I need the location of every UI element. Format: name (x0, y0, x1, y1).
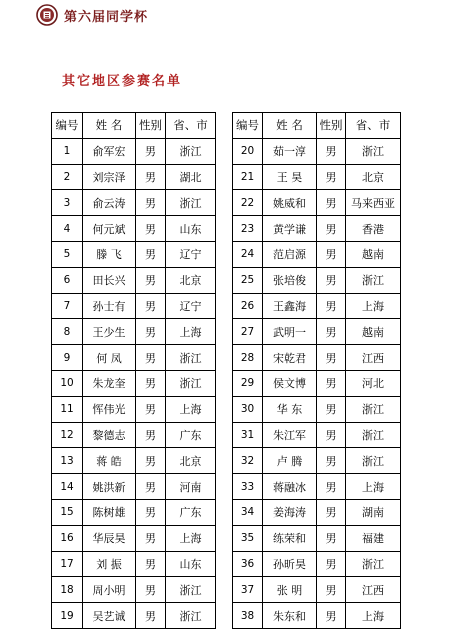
cell-gender: 男 (317, 499, 346, 525)
table-row (52, 551, 216, 577)
cell-region: 上海 (346, 293, 401, 319)
table-row (233, 267, 401, 293)
table-row (233, 370, 401, 396)
table-row (233, 525, 401, 551)
cell-name: 刘宗泽 (83, 164, 136, 190)
cell-name: 恽伟光 (83, 396, 136, 422)
section-title: 其它地区参赛名单 (62, 74, 183, 89)
cell-region: 浙江 (346, 138, 401, 164)
club-logo-icon (36, 4, 58, 26)
cell-gender: 男 (136, 216, 166, 242)
cell-gender: 男 (136, 499, 166, 525)
roster-table-left (51, 112, 216, 629)
column-header-gender: 性别 (317, 113, 346, 139)
cell-name: 周小明 (83, 577, 136, 603)
cell-number: 37 (233, 577, 263, 603)
cell-number: 6 (52, 267, 83, 293)
cell-region: 河北 (346, 370, 401, 396)
cell-name: 华辰昊 (83, 525, 136, 551)
column-header-number: 编号 (233, 113, 263, 139)
cell-gender: 男 (317, 370, 346, 396)
cell-name: 陈树雄 (83, 499, 136, 525)
cell-name: 华 东 (263, 396, 317, 422)
column-header-region: 省、市 (166, 113, 216, 139)
cell-region: 浙江 (166, 603, 216, 629)
cell-number: 23 (233, 216, 263, 242)
table-row (233, 603, 401, 629)
table-row (233, 138, 401, 164)
cell-name: 姚洪新 (83, 474, 136, 500)
cell-gender: 男 (136, 525, 166, 551)
cell-region: 浙江 (346, 448, 401, 474)
cell-name: 张培俊 (263, 267, 317, 293)
cell-region: 山东 (166, 216, 216, 242)
cell-name: 朱龙奎 (83, 370, 136, 396)
header-title: 第六届同学杯 (64, 10, 149, 25)
cell-name: 蒋融冰 (263, 474, 317, 500)
table-row (52, 293, 216, 319)
table-row (233, 422, 401, 448)
table-header-row (52, 113, 216, 139)
column-header-region: 省、市 (346, 113, 401, 139)
cell-region: 香港 (346, 216, 401, 242)
cell-name: 王鑫海 (263, 293, 317, 319)
cell-number: 19 (52, 603, 83, 629)
cell-gender: 男 (317, 448, 346, 474)
cell-name: 武明一 (263, 319, 317, 345)
column-header-name: 姓 名 (263, 113, 317, 139)
table-row (52, 216, 216, 242)
cell-region: 越南 (346, 319, 401, 345)
cell-name: 何 凤 (83, 345, 136, 371)
table-row (52, 422, 216, 448)
cell-name: 田长兴 (83, 267, 136, 293)
cell-gender: 男 (136, 267, 166, 293)
cell-number: 18 (52, 577, 83, 603)
table-row (52, 499, 216, 525)
cell-name: 姜海涛 (263, 499, 317, 525)
table-row (52, 603, 216, 629)
cell-name: 侯文博 (263, 370, 317, 396)
cell-gender: 男 (317, 164, 346, 190)
cell-name: 孙昕昊 (263, 551, 317, 577)
cell-number: 24 (233, 241, 263, 267)
column-header-gender: 性别 (136, 113, 166, 139)
cell-region: 上海 (166, 319, 216, 345)
cell-region: 江西 (346, 577, 401, 603)
cell-gender: 男 (136, 422, 166, 448)
cell-number: 9 (52, 345, 83, 371)
cell-gender: 男 (317, 422, 346, 448)
table-row (233, 319, 401, 345)
cell-gender: 男 (317, 190, 346, 216)
cell-name: 朱东和 (263, 603, 317, 629)
cell-gender: 男 (317, 396, 346, 422)
cell-name: 俞云涛 (83, 190, 136, 216)
cell-number: 31 (233, 422, 263, 448)
cell-name: 张 明 (263, 577, 317, 603)
cell-region: 浙江 (346, 267, 401, 293)
cell-name: 王 昊 (263, 164, 317, 190)
cell-gender: 男 (136, 396, 166, 422)
table-row (233, 577, 401, 603)
table-row (52, 345, 216, 371)
cell-number: 34 (233, 499, 263, 525)
table-row (52, 448, 216, 474)
cell-region: 辽宁 (166, 241, 216, 267)
table-row (52, 396, 216, 422)
cell-gender: 男 (317, 345, 346, 371)
cell-number: 22 (233, 190, 263, 216)
cell-gender: 男 (136, 241, 166, 267)
cell-number: 25 (233, 267, 263, 293)
cell-gender: 男 (136, 164, 166, 190)
cell-number: 36 (233, 551, 263, 577)
cell-region: 上海 (346, 603, 401, 629)
cell-region: 越南 (346, 241, 401, 267)
cell-region: 山东 (166, 551, 216, 577)
table-row (52, 190, 216, 216)
cell-region: 上海 (166, 396, 216, 422)
cell-region: 北京 (346, 164, 401, 190)
table-row (233, 293, 401, 319)
cell-number: 2 (52, 164, 83, 190)
cell-name: 朱江军 (263, 422, 317, 448)
cell-name: 俞军宏 (83, 138, 136, 164)
cell-gender: 男 (317, 293, 346, 319)
cell-number: 20 (233, 138, 263, 164)
table-row (52, 138, 216, 164)
table-row (233, 448, 401, 474)
cell-region: 辽宁 (166, 293, 216, 319)
cell-gender: 男 (136, 603, 166, 629)
cell-gender: 男 (317, 525, 346, 551)
cell-gender: 男 (136, 293, 166, 319)
cell-region: 北京 (166, 267, 216, 293)
cell-region: 浙江 (166, 370, 216, 396)
cell-name: 刘 振 (83, 551, 136, 577)
cell-gender: 男 (136, 190, 166, 216)
cell-gender: 男 (317, 603, 346, 629)
table-row (233, 345, 401, 371)
cell-region: 马来西亚 (346, 190, 401, 216)
cell-region: 北京 (166, 448, 216, 474)
cell-gender: 男 (136, 551, 166, 577)
cell-number: 4 (52, 216, 83, 242)
table-row (52, 241, 216, 267)
cell-gender: 男 (317, 577, 346, 603)
table-row (233, 396, 401, 422)
cell-region: 广东 (166, 422, 216, 448)
cell-number: 1 (52, 138, 83, 164)
cell-number: 15 (52, 499, 83, 525)
cell-number: 26 (233, 293, 263, 319)
cell-name: 何元斌 (83, 216, 136, 242)
column-header-name: 姓 名 (83, 113, 136, 139)
cell-name: 孙士有 (83, 293, 136, 319)
cell-name: 范启源 (263, 241, 317, 267)
table-row (52, 319, 216, 345)
cell-region: 浙江 (166, 345, 216, 371)
cell-number: 32 (233, 448, 263, 474)
cell-number: 27 (233, 319, 263, 345)
cell-name: 黎德志 (83, 422, 136, 448)
table-row (52, 525, 216, 551)
cell-gender: 男 (317, 551, 346, 577)
cell-name: 蒋 皓 (83, 448, 136, 474)
cell-region: 浙江 (166, 190, 216, 216)
cell-region: 江西 (346, 345, 401, 371)
cell-number: 8 (52, 319, 83, 345)
cell-number: 10 (52, 370, 83, 396)
cell-gender: 男 (317, 241, 346, 267)
cell-number: 7 (52, 293, 83, 319)
table-row (233, 164, 401, 190)
table-row (233, 190, 401, 216)
cell-region: 河南 (166, 474, 216, 500)
cell-number: 30 (233, 396, 263, 422)
cell-name: 练荣和 (263, 525, 317, 551)
cell-region: 湖北 (166, 164, 216, 190)
cell-number: 5 (52, 241, 83, 267)
table-row (233, 551, 401, 577)
table-row (52, 267, 216, 293)
cell-number: 12 (52, 422, 83, 448)
cell-gender: 男 (136, 448, 166, 474)
cell-gender: 男 (136, 370, 166, 396)
cell-name: 吴艺诚 (83, 603, 136, 629)
cell-region: 浙江 (166, 577, 216, 603)
cell-gender: 男 (136, 319, 166, 345)
cell-gender: 男 (317, 216, 346, 242)
table-row (52, 370, 216, 396)
cell-region: 浙江 (346, 422, 401, 448)
cell-region: 湖南 (346, 499, 401, 525)
cell-number: 11 (52, 396, 83, 422)
cell-number: 3 (52, 190, 83, 216)
cell-name: 王少生 (83, 319, 136, 345)
cell-number: 35 (233, 525, 263, 551)
cell-gender: 男 (136, 577, 166, 603)
cell-region: 浙江 (346, 551, 401, 577)
cell-gender: 男 (136, 138, 166, 164)
table-row (233, 216, 401, 242)
cell-number: 28 (233, 345, 263, 371)
cell-number: 21 (233, 164, 263, 190)
cell-number: 29 (233, 370, 263, 396)
cell-region: 广东 (166, 499, 216, 525)
table-row (233, 241, 401, 267)
cell-name: 茹一淳 (263, 138, 317, 164)
cell-name: 卢 腾 (263, 448, 317, 474)
cell-name: 宋乾君 (263, 345, 317, 371)
cell-name: 黄学谦 (263, 216, 317, 242)
cell-number: 17 (52, 551, 83, 577)
cell-gender: 男 (317, 319, 346, 345)
table-row (52, 577, 216, 603)
cell-region: 上海 (166, 525, 216, 551)
cell-gender: 男 (317, 474, 346, 500)
table-row (52, 164, 216, 190)
cell-number: 33 (233, 474, 263, 500)
cell-region: 浙江 (166, 138, 216, 164)
table-row (52, 474, 216, 500)
cell-number: 38 (233, 603, 263, 629)
cell-name: 姚威和 (263, 190, 317, 216)
cell-gender: 男 (317, 267, 346, 293)
table-row (233, 474, 401, 500)
roster-table-right (232, 112, 401, 629)
cell-number: 16 (52, 525, 83, 551)
cell-region: 浙江 (346, 396, 401, 422)
table-row (233, 499, 401, 525)
cell-gender: 男 (136, 345, 166, 371)
table-header-row (233, 113, 401, 139)
cell-number: 14 (52, 474, 83, 500)
cell-gender: 男 (317, 138, 346, 164)
cell-gender: 男 (136, 474, 166, 500)
cell-number: 13 (52, 448, 83, 474)
column-header-number: 编号 (52, 113, 83, 139)
cell-region: 福建 (346, 525, 401, 551)
cell-region: 上海 (346, 474, 401, 500)
cell-name: 滕 飞 (83, 241, 136, 267)
